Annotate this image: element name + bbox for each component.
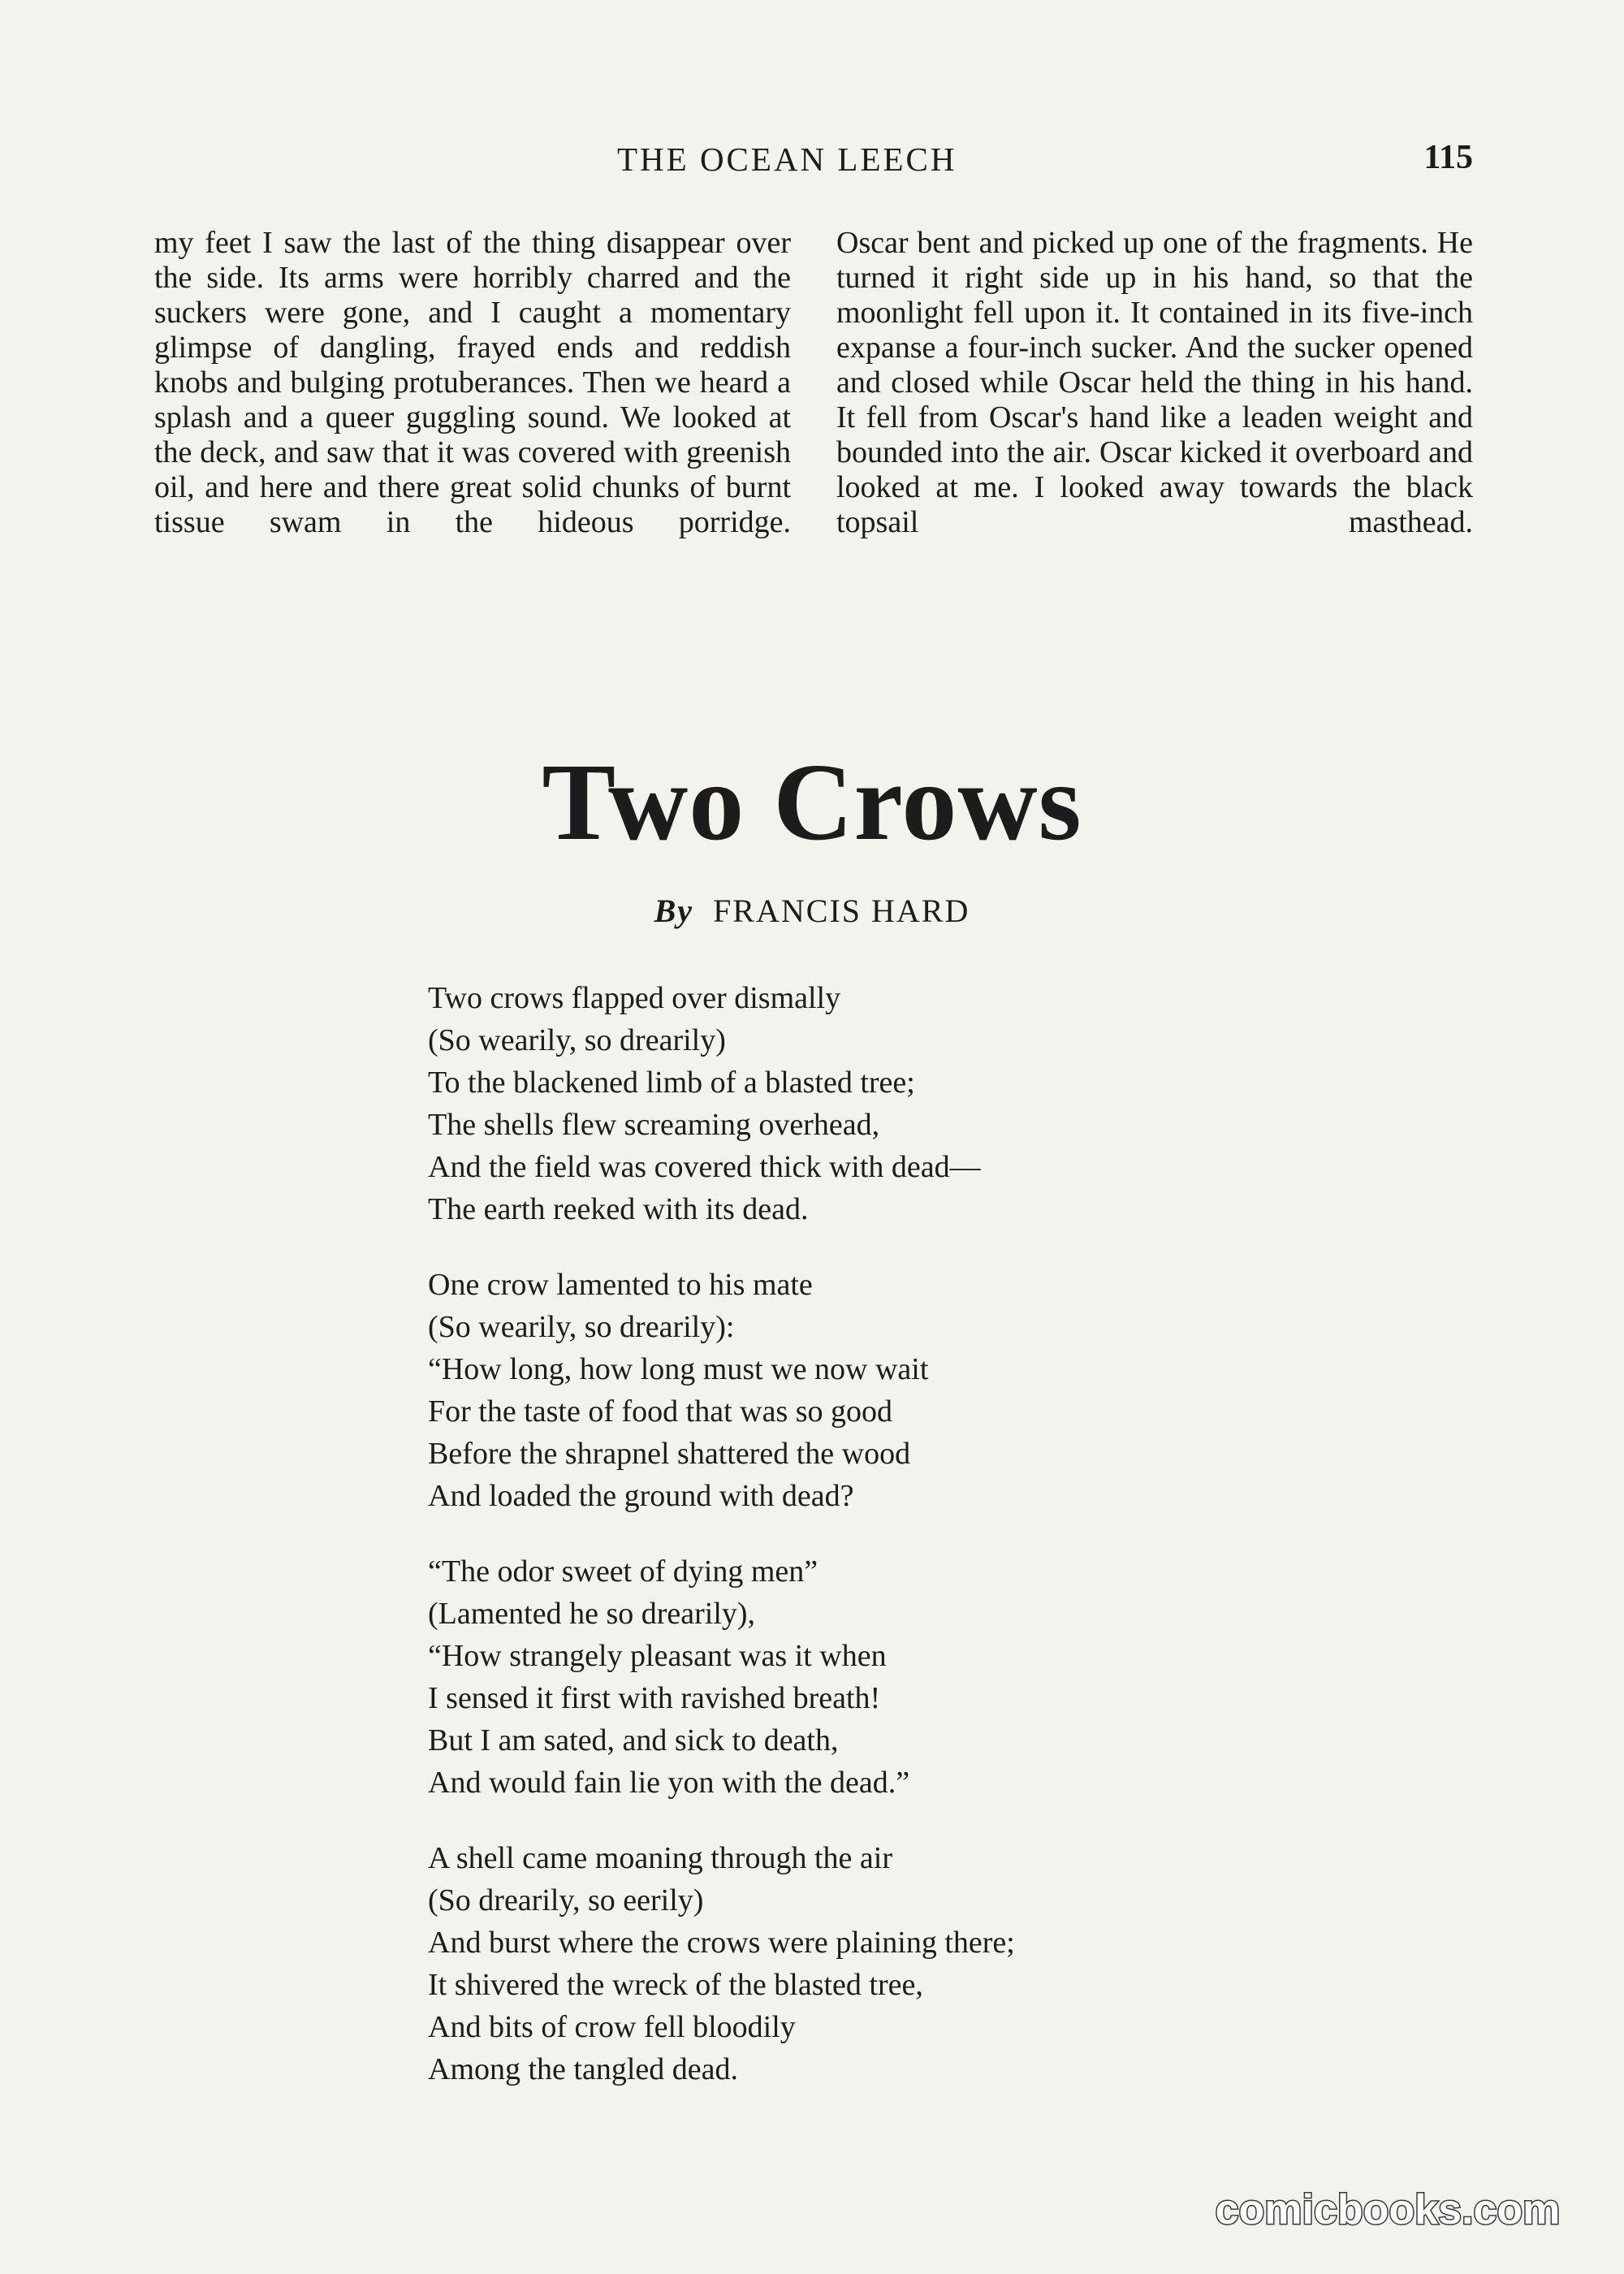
poem-line: (Lamented he so drearily), <box>428 1597 756 1631</box>
byline-prefix: By <box>654 893 694 929</box>
poem-line: And burst where the crows were plaining there; <box>428 1926 1015 1960</box>
poem-line: A shell came moaning through the air <box>428 1841 892 1875</box>
poem-line: And would fain lie yon with the dead.” <box>428 1766 910 1800</box>
poem-line: And bits of crow fell bloodily <box>428 2010 796 2044</box>
prose-columns <box>154 226 1473 648</box>
story-title: Two Crows <box>542 741 1082 863</box>
poem-line: “The odor sweet of dying men” <box>428 1554 818 1589</box>
poem-line: (So drearily, so eerily) <box>428 1883 704 1917</box>
watermark-logo <box>1187 2177 1588 2242</box>
poem-line: “How long, how long must we now wait <box>428 1352 929 1386</box>
poem-line: To the blackened limb of a blasted tree; <box>428 1066 915 1100</box>
poem-line: One crow lamented to his mate <box>428 1268 813 1302</box>
prose-right-paragraph: Oscar bent and picked up one of the fragments. He turned it right side up in his hand, so that the moonlight fell upon it. It contained in its five-inch expanse a four-inch sucker. And the sucker opened and closed while Oscar held the thing in his hand. It fell from Oscar's hand like a leaden weight and bounded into the air. Oscar kicked it overboard and looked at me. I looked away towards the black topsail masthead. <box>836 226 1473 539</box>
prose-left-column <box>154 226 791 648</box>
prose-right-column <box>836 226 1473 648</box>
byline <box>0 892 1624 930</box>
poem-line: Two crows flapped over dismally <box>428 981 841 1015</box>
poem-line: I sensed it first with ravished breath! <box>428 1681 881 1715</box>
watermark-text: comicbooks.com <box>1215 2186 1561 2233</box>
poem-stanza-2 <box>428 1264 1321 1517</box>
poem-stanza-1 <box>428 977 1321 1230</box>
poem-line: And loaded the ground with dead? <box>428 1479 854 1513</box>
poem-line: Before the shrapnel shattered the wood <box>428 1437 911 1471</box>
poem-line: For the taste of food that was so good <box>428 1394 893 1429</box>
watermark <box>1187 2177 1588 2242</box>
poem-line: (So wearily, so drearily) <box>428 1023 726 1057</box>
poem-line: But I am sated, and sick to death, <box>428 1723 839 1757</box>
poem <box>428 977 1321 2124</box>
poem-line: And the field was covered thick with dead— <box>428 1150 981 1184</box>
poem-line: Among the tangled dead. <box>428 2052 739 2086</box>
poem-stanza-3 <box>428 1550 1321 1804</box>
poem-line: It shivered the wreck of the blasted tree, <box>428 1968 923 2002</box>
poem-line: “How strangely pleasant was it when <box>428 1639 887 1673</box>
running-header-title: THE OCEAN LEECH <box>617 141 957 178</box>
poem-line: (So wearily, so drearily): <box>428 1310 735 1344</box>
poem-line: The earth reeked with its dead. <box>428 1192 809 1226</box>
author-name: FRANCIS HARD <box>713 893 970 929</box>
poem-stanza-4 <box>428 1837 1321 2090</box>
prose-left-paragraph: my feet I saw the last of the thing disappear over the side. Its arms were horribly charred and the suckers were gone, and I caught a momentary glimpse of dangling, frayed ends and reddish knobs and bulging protuberances. Then we heard a splash and a queer guggling sound. We looked at the deck, and saw that it was covered with greenish oil, and here and there great solid chunks of burnt tissue swam in the hideous porridge. <box>154 226 791 539</box>
poem-line: The shells flew screaming overhead, <box>428 1108 880 1142</box>
page-number: 115 <box>1423 139 1473 176</box>
